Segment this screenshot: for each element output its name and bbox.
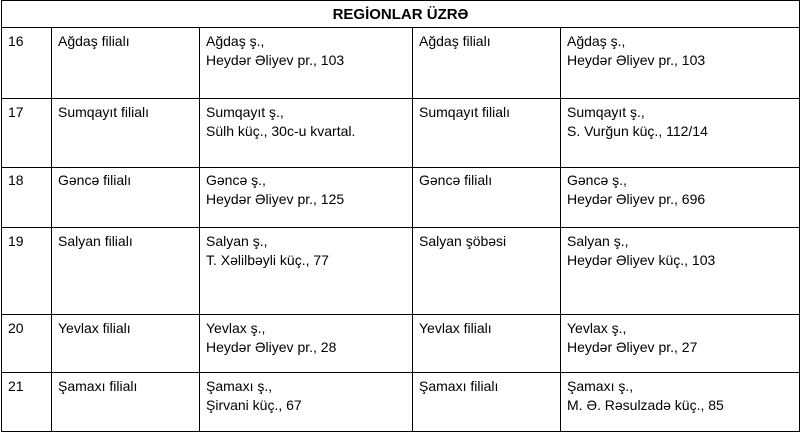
address-street: Şirvani küç., 67 <box>206 397 302 413</box>
address-city: Sumqayıt ş., <box>567 104 645 120</box>
new-branch-address <box>561 28 800 99</box>
old-branch-name: Ağdaş filialı <box>52 28 200 99</box>
old-branch-name: Salyan filialı <box>52 228 200 315</box>
table-row <box>2 373 800 432</box>
address-street: M. Ə. Rəsulzadə küç., 85 <box>567 397 724 413</box>
old-branch-address <box>200 168 413 228</box>
table-title-row <box>2 1 800 28</box>
old-branch-address <box>200 373 413 432</box>
table-row <box>2 99 800 168</box>
new-branch-name: Salyan şöbəsi <box>413 228 561 315</box>
address-street: T. Xəlilbəyli küç., 77 <box>206 252 329 268</box>
new-branch-name: Gəncə filialı <box>413 168 561 228</box>
new-branch-address <box>561 99 800 168</box>
address-city: Şamaxı ş., <box>206 378 273 394</box>
address-city: Salyan ş., <box>567 233 629 249</box>
row-number: 16 <box>2 28 52 99</box>
new-branch-address <box>561 168 800 228</box>
new-branch-name: Sumqayıt filialı <box>413 99 561 168</box>
address-city: Ağdaş ş., <box>206 33 265 49</box>
row-number: 18 <box>2 168 52 228</box>
table-title: REGİONLAR ÜZRƏ <box>2 1 800 28</box>
address-street: Heydər Əliyev pr., 28 <box>206 339 337 355</box>
address-street: Heydər Əliyev küç., 103 <box>567 252 716 268</box>
table-row <box>2 28 800 99</box>
row-number: 17 <box>2 99 52 168</box>
old-branch-name: Yevlax filialı <box>52 315 200 373</box>
address-city: Sumqayıt ş., <box>206 104 284 120</box>
address-street: Heydər Əliyev pr., 103 <box>206 52 345 68</box>
address-street: Heydər Əliyev pr., 103 <box>567 52 706 68</box>
row-number: 20 <box>2 315 52 373</box>
new-branch-address <box>561 315 800 373</box>
address-city: Şamaxı ş., <box>567 378 634 394</box>
new-branch-name: Şamaxı filialı <box>413 373 561 432</box>
address-street: S. Vurğun küç., 112/14 <box>567 123 708 139</box>
address-city: Salyan ş., <box>206 233 268 249</box>
old-branch-address <box>200 99 413 168</box>
old-branch-address <box>200 28 413 99</box>
new-branch-name: Yevlax filialı <box>413 315 561 373</box>
old-branch-name: Gəncə filialı <box>52 168 200 228</box>
row-number: 21 <box>2 373 52 432</box>
address-street: Heydər Əliyev pr., 27 <box>567 339 698 355</box>
address-city: Ağdaş ş., <box>567 33 626 49</box>
new-branch-address <box>561 228 800 315</box>
old-branch-address <box>200 315 413 373</box>
new-branch-address <box>561 373 800 432</box>
old-branch-name: Şamaxı filialı <box>52 373 200 432</box>
regions-table <box>1 0 800 432</box>
address-city: Gəncə ş., <box>206 172 266 188</box>
address-city: Yevlax ş., <box>206 320 266 336</box>
address-city: Gəncə ş., <box>567 172 627 188</box>
address-street: Heydər Əliyev pr., 696 <box>567 191 706 207</box>
table-row <box>2 168 800 228</box>
new-branch-name: Ağdaş filialı <box>413 28 561 99</box>
row-number: 19 <box>2 228 52 315</box>
old-branch-name: Sumqayıt filialı <box>52 99 200 168</box>
address-street: Heydər Əliyev pr., 125 <box>206 191 345 207</box>
old-branch-address <box>200 228 413 315</box>
address-street: Sülh küç., 30c-u kvartal. <box>206 123 356 139</box>
table-row <box>2 228 800 315</box>
address-city: Yevlax ş., <box>567 320 627 336</box>
table-row <box>2 315 800 373</box>
